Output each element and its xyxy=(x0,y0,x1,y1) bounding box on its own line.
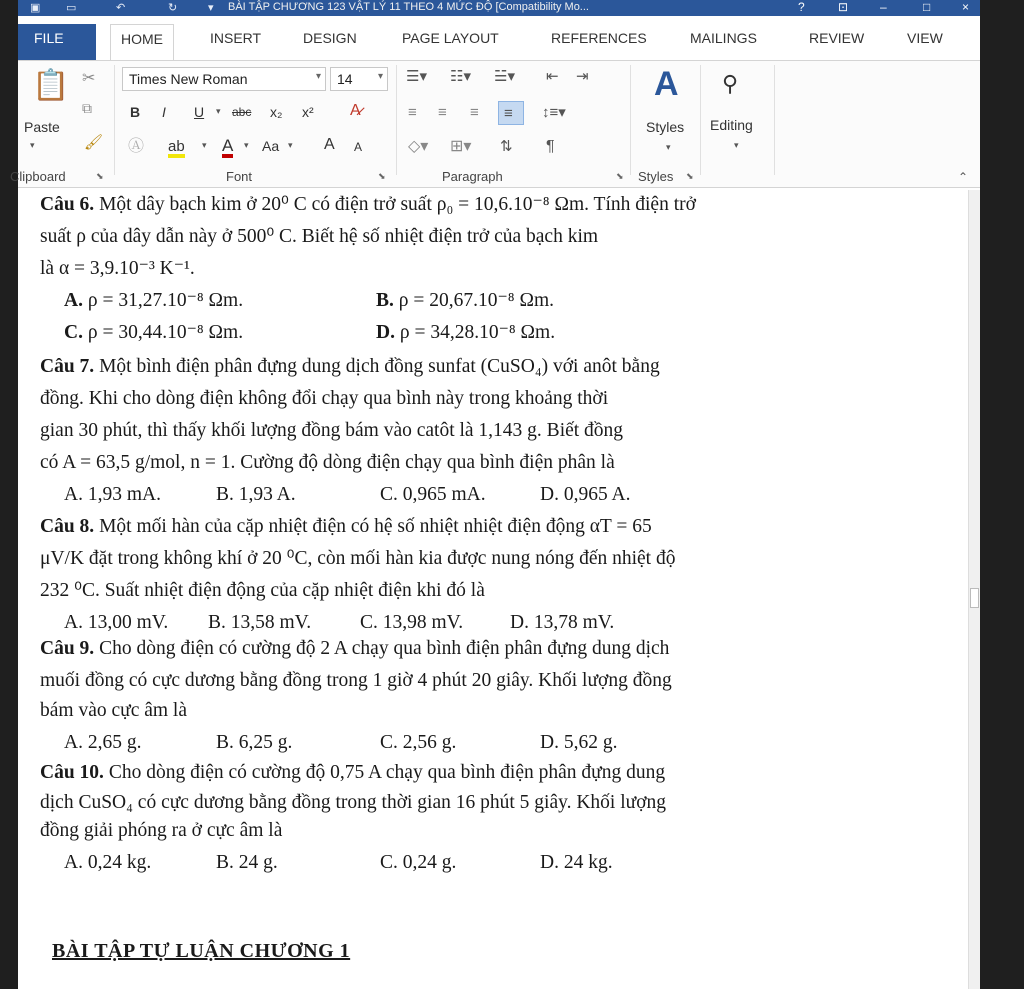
sort-icon[interactable]: ⇅ xyxy=(500,138,513,155)
underline-button[interactable]: U xyxy=(194,104,205,120)
italic-button[interactable]: I xyxy=(162,104,166,120)
change-case-dropdown-icon[interactable]: ▾ xyxy=(288,140,293,150)
tab-review[interactable]: REVIEW xyxy=(809,30,865,46)
subscript-button[interactable]: x₂ xyxy=(270,104,283,120)
line-spacing-icon[interactable]: ↕≡▾ xyxy=(542,104,566,121)
question-8-text-2: μV/K đặt trong không khí ở 20 ⁰C, còn mối hàn kia được nung nóng đến nhiệt độ xyxy=(40,548,676,569)
bold-button[interactable]: B xyxy=(130,104,141,120)
borders-icon[interactable]: ⊞▾ xyxy=(450,138,472,155)
question-7-text-1: Một bình điện phân đựng dung dịch đồng sunfat (CuSO₄) với anôt bằng xyxy=(94,356,660,377)
text-effects-icon[interactable]: Ⓐ xyxy=(128,138,145,155)
question-9-line-1 xyxy=(40,636,669,662)
paste-dropdown-icon[interactable]: ▾ xyxy=(30,140,35,150)
question-10-line-1 xyxy=(40,760,665,786)
question-10-text-2: dịch CuSO₄ có cực dương bằng đồng trong thời gian 16 phút 5 giây. Khối lượng xyxy=(40,792,667,813)
tab-view[interactable]: VIEW xyxy=(907,30,943,46)
group-label-paragraph: Paragraph xyxy=(442,169,503,184)
numbering-icon[interactable]: ☷▾ xyxy=(450,68,471,85)
q6-option-a-key: A. xyxy=(64,290,83,311)
q7-option-b: B. 1,93 A. xyxy=(216,484,296,505)
word-logo-icon: ▣ xyxy=(30,2,41,14)
tab-file[interactable]: FILE xyxy=(18,24,96,62)
title-bar xyxy=(18,0,980,16)
font-color-icon[interactable]: A xyxy=(222,137,233,158)
q9-option-d: D. 5,62 g. xyxy=(540,732,618,753)
question-6-text-2: suất ρ của dây dẫn này ở 500⁰ C. Biết hệ số nhiệt điện trở của bạch kim xyxy=(40,226,599,247)
question-7-text-2: đồng. Khi cho dòng điện không đổi chạy qua bình này trong khoảng thời xyxy=(40,388,609,409)
q6-option-c-key: C. xyxy=(64,322,83,343)
q6-option-c xyxy=(64,320,243,346)
tab-insert[interactable]: INSERT xyxy=(210,30,262,46)
help-button[interactable]: ? xyxy=(798,0,805,14)
justify-icon[interactable]: ≡ xyxy=(498,101,524,125)
question-8-label: Câu 8. xyxy=(40,516,95,537)
binoculars-icon[interactable]: ⚲ xyxy=(722,71,739,96)
section-heading: BÀI TẬP TỰ LUẬN CHƯƠNG 1 xyxy=(52,940,351,962)
paragraph-launcher-icon[interactable]: ⬊ xyxy=(616,171,624,181)
highlight-dropdown-icon[interactable]: ▾ xyxy=(202,140,207,150)
divider xyxy=(396,65,397,175)
highlight-icon[interactable]: ab xyxy=(168,139,185,158)
undo-icon[interactable]: ↶ xyxy=(116,2,126,14)
q6-option-d-text: ρ = 34,28.10⁻⁸ Ωm. xyxy=(399,322,556,343)
styles-icon[interactable]: A xyxy=(654,65,679,103)
q7-option-c: C. 0,965 mA. xyxy=(380,484,486,505)
question-10-text-1: Cho dòng điện có cường độ 0,75 A chạy qua bình điện phân đựng dung xyxy=(103,762,666,783)
close-button[interactable]: × xyxy=(962,0,970,14)
format-painter-icon[interactable]: 🖌 xyxy=(84,134,104,151)
styles-launcher-icon[interactable]: ⬊ xyxy=(686,171,694,181)
underline-dropdown-icon[interactable]: ▾ xyxy=(216,106,221,116)
chevron-down-icon: ▾ xyxy=(315,71,321,82)
clipboard-launcher-icon[interactable]: ⬊ xyxy=(96,171,104,181)
question-10-label: Câu 10. xyxy=(40,762,104,783)
question-7-label: Câu 7. xyxy=(40,356,95,377)
q9-option-a: A. 2,65 g. xyxy=(64,732,142,753)
multilevel-list-icon[interactable]: ☱▾ xyxy=(494,68,515,85)
change-case-button[interactable]: Aa xyxy=(262,138,280,154)
question-9-text-1: Cho dòng điện có cường độ 2 A chạy qua bình điện phân đựng dung dịch xyxy=(94,638,670,659)
editing-button[interactable]: Editing xyxy=(710,117,753,133)
document-area[interactable] xyxy=(18,190,980,989)
shading-icon[interactable]: ◇▾ xyxy=(408,138,429,155)
ribbon-home xyxy=(10,60,980,188)
question-6-text-3: là α = 3,9.10⁻³ K⁻¹. xyxy=(40,258,195,279)
question-7-text-4: có A = 63,5 g/mol, n = 1. Cường độ dòng điện chạy qua bình điện phân là xyxy=(40,452,615,473)
q8-option-b: B. 13,58 mV. xyxy=(208,612,312,633)
question-6-line-1 xyxy=(40,192,696,218)
qat-dropdown-icon[interactable]: ▾ xyxy=(208,2,214,14)
q6-option-a xyxy=(64,288,243,314)
tab-home[interactable]: HOME xyxy=(110,24,174,62)
left-frame xyxy=(0,0,18,989)
align-left-icon[interactable]: ≡ xyxy=(408,104,417,121)
q7-option-d: D. 0,965 A. xyxy=(540,484,631,505)
divider xyxy=(114,65,115,175)
collapse-ribbon-icon[interactable]: ⌃ xyxy=(958,170,969,184)
question-9-text-3: bám vào cực âm là xyxy=(40,700,188,721)
window-title: BÀI TẬP CHƯƠNG 123 VẬT LÝ 11 THEO 4 MỨC ĐỘ [Compatibility Mo... xyxy=(228,1,589,13)
question-10-text-3: đồng giải phóng ra ở cực âm là xyxy=(40,820,283,841)
show-formatting-icon[interactable]: ¶ xyxy=(546,138,555,155)
scrollbar-thumb[interactable] xyxy=(970,588,979,608)
ribbon-tabs xyxy=(18,16,980,62)
question-6-text-1: Một dây bạch kim ở 20⁰ C có điện trở suất ρ₀ = 10,6.10⁻⁸ Ωm. Tính điện trở xyxy=(94,194,696,215)
vertical-scrollbar[interactable] xyxy=(968,190,980,989)
q9-option-c: C. 2,56 g. xyxy=(380,732,457,753)
styles-button[interactable]: Styles xyxy=(646,119,685,135)
save-icon[interactable]: ▭ xyxy=(66,2,77,14)
bullets-icon[interactable]: ☰▾ xyxy=(406,68,427,85)
tab-references[interactable]: REFERENCES xyxy=(551,30,647,46)
q10-option-b: B. 24 g. xyxy=(216,852,278,873)
q6-option-b-text: ρ = 20,67.10⁻⁸ Ωm. xyxy=(398,290,554,311)
clear-formatting-icon[interactable]: A̷ xyxy=(350,102,361,119)
grow-font-button[interactable]: A xyxy=(324,136,335,153)
q10-option-c: C. 0,24 g. xyxy=(380,852,457,873)
increase-indent-icon[interactable]: ⇥ xyxy=(576,68,589,85)
copy-icon[interactable]: ⧉ xyxy=(82,100,92,116)
question-9-text-2: muối đồng có cực dương bằng đồng trong 1 giờ 4 phút 20 giây. Khối lượng đồng xyxy=(40,670,672,691)
font-size-box[interactable] xyxy=(330,67,388,91)
q10-option-d: D. 24 kg. xyxy=(540,852,613,873)
superscript-button[interactable]: x² xyxy=(302,104,314,120)
tab-mailings[interactable]: MAILINGS xyxy=(690,30,757,46)
group-label-styles: Styles xyxy=(638,169,674,184)
restore-icon[interactable]: □ xyxy=(923,0,931,14)
q6-option-c-text: ρ = 30,44.10⁻⁸ Ωm. xyxy=(87,322,244,343)
q6-option-a-text: ρ = 31,27.10⁻⁸ Ωm. xyxy=(87,290,244,311)
word-window xyxy=(10,0,980,989)
minimize-button[interactable]: – xyxy=(880,0,887,14)
question-9-label: Câu 9. xyxy=(40,638,95,659)
redo-icon[interactable]: ↻ xyxy=(168,2,178,14)
question-6-label: Câu 6. xyxy=(40,194,95,215)
align-center-icon[interactable]: ≡ xyxy=(438,104,447,121)
paste-button[interactable]: Paste xyxy=(24,119,60,135)
group-label-font: Font xyxy=(226,169,253,184)
tab-design[interactable]: DESIGN xyxy=(303,30,357,46)
font-color-dropdown-icon[interactable]: ▾ xyxy=(244,140,249,150)
question-7-text-3: gian 30 phút, thì thấy khối lượng đồng bám vào catôt là 1,143 g. Biết đồng xyxy=(40,420,624,441)
q9-option-b: B. 6,25 g. xyxy=(216,732,293,753)
align-right-icon[interactable]: ≡ xyxy=(470,104,479,121)
q10-option-a: A. 0,24 kg. xyxy=(64,852,152,873)
cut-icon[interactable]: ✂ xyxy=(82,70,96,87)
tab-page-layout[interactable]: PAGE LAYOUT xyxy=(402,30,499,46)
q8-option-c: C. 13,98 mV. xyxy=(360,612,464,633)
q8-option-a: A. 13,00 mV. xyxy=(64,612,169,633)
font-size-value: 14 xyxy=(337,71,353,87)
ribbon-display-icon[interactable]: ⊡ xyxy=(838,0,849,14)
question-8-text-3: 232 ⁰C. Suất nhiệt điện động của cặp nhiệt điện khi đó là xyxy=(40,580,485,601)
q6-option-b xyxy=(376,288,554,314)
decrease-indent-icon[interactable]: ⇤ xyxy=(546,68,559,85)
q6-option-d-key: D. xyxy=(376,322,395,343)
q6-option-b-key: B. xyxy=(376,290,394,311)
q6-option-d xyxy=(376,320,555,346)
question-7-line-1 xyxy=(40,354,660,380)
divider xyxy=(700,65,701,175)
editing-dropdown-icon[interactable]: ▾ xyxy=(734,140,739,150)
group-label-clipboard: Clipboard xyxy=(10,169,66,184)
divider xyxy=(774,65,775,175)
font-name-value: Times New Roman xyxy=(129,71,248,87)
shrink-font-button[interactable]: A xyxy=(354,140,363,154)
font-launcher-icon[interactable]: ⬊ xyxy=(378,171,386,181)
q7-option-a: A. 1,93 mA. xyxy=(64,484,161,505)
strikethrough-button[interactable]: abc xyxy=(232,105,252,119)
question-8-line-1 xyxy=(40,514,652,540)
divider xyxy=(630,65,631,175)
paste-icon[interactable]: 📋 xyxy=(32,69,70,102)
font-name-box[interactable] xyxy=(122,67,326,91)
question-8-text-1: Một mối hàn của cặp nhiệt điện có hệ số nhiệt nhiệt điện động αT = 65 xyxy=(94,516,652,537)
styles-dropdown-icon[interactable]: ▾ xyxy=(666,142,671,152)
chevron-down-icon: ▾ xyxy=(377,71,383,82)
q8-option-d: D. 13,78 mV. xyxy=(510,612,615,633)
right-frame xyxy=(980,0,1024,989)
